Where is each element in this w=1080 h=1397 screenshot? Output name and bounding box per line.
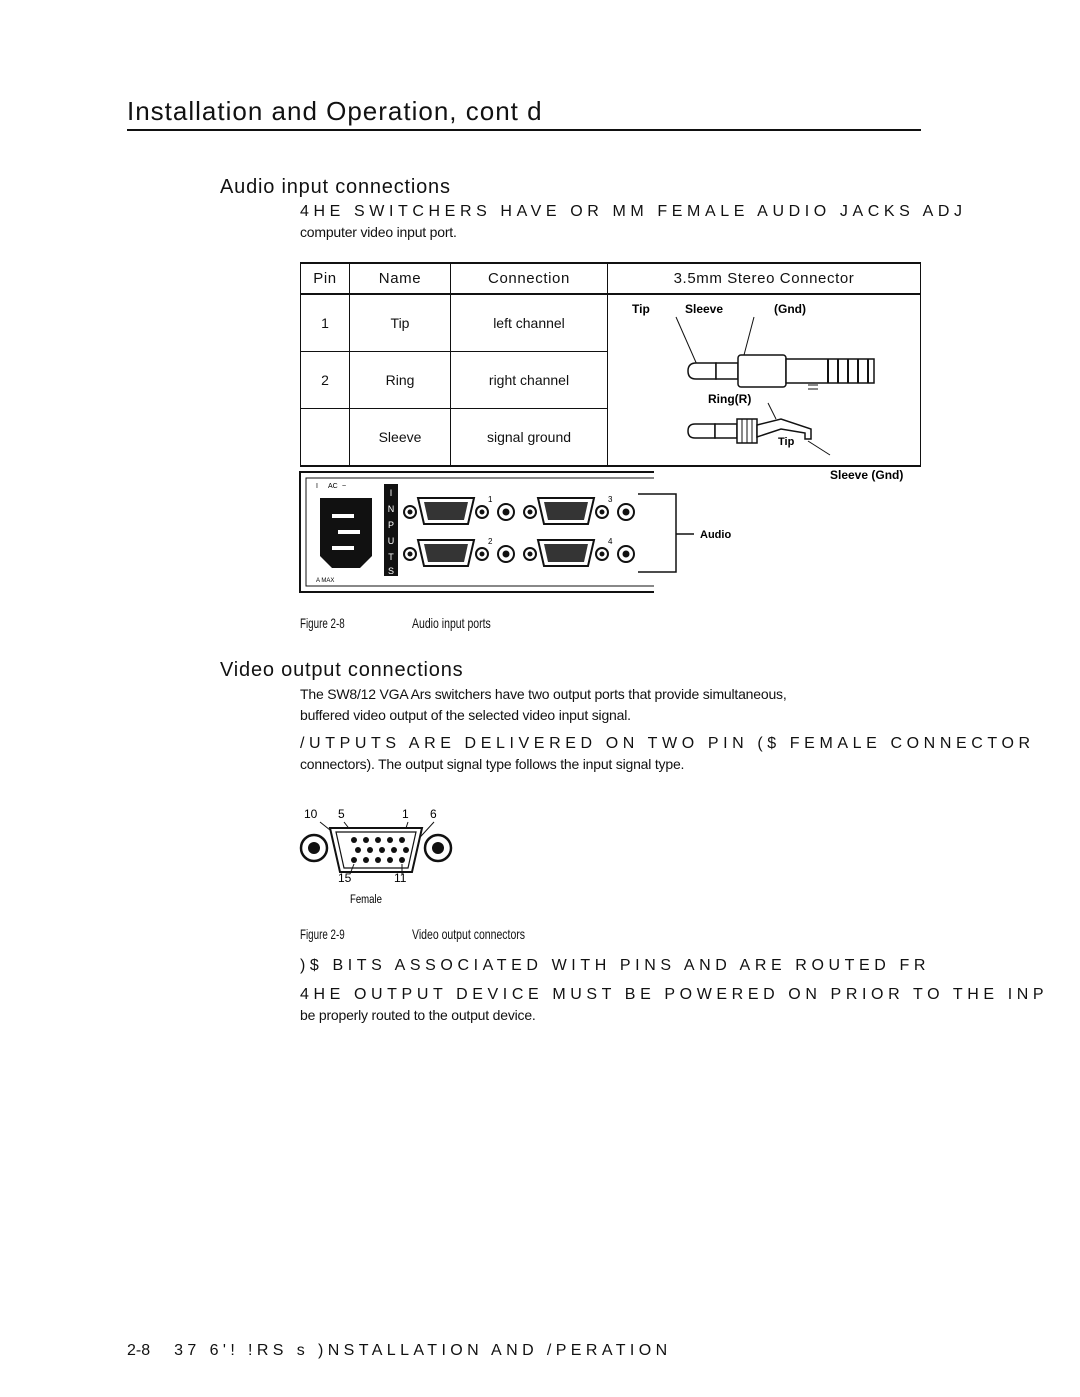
connection-cell: right channel — [451, 352, 608, 409]
col-connection: Connection — [451, 263, 608, 294]
port-number-3: 3 — [608, 495, 613, 504]
video-note-2-line1: 4HE OUTPUT DEVICE MUST BE POWERED ON PRIOR TO THE INP — [300, 986, 1049, 1003]
pin-label: 5 — [338, 807, 345, 821]
pin-label: 10 — [304, 807, 318, 821]
plug-ground-label: (Gnd) — [774, 302, 806, 316]
audio-callout-label: Audio — [700, 529, 732, 541]
video-heading: Video output connections — [220, 659, 464, 681]
col-name: Name — [350, 263, 451, 294]
plug-tip-label: Tip — [632, 302, 650, 316]
col-connector: 3.5mm Stereo Connector — [608, 263, 921, 294]
inputs-letter: N — [387, 504, 395, 514]
name-cell: Tip — [350, 294, 451, 352]
pin-cell — [301, 409, 350, 467]
connection-cell: left channel — [451, 294, 608, 352]
figure-caption-2-9 — [300, 926, 526, 942]
port-number-2: 2 — [488, 537, 493, 546]
pin-label: 15 — [338, 871, 352, 885]
inputs-letter: T — [388, 552, 394, 562]
inputs-letter: S — [387, 566, 395, 576]
panel-label-power: I — [316, 483, 318, 490]
plug-tip2-label: Tip — [778, 436, 795, 448]
video-para1-line2: buffered video output of the selected video input signal. — [300, 707, 631, 723]
plug-sleeve-gnd-label: Sleeve (Gnd) — [830, 468, 904, 482]
footer-text: 37 6'! !RS s )NSTALLATION AND /PERATION — [174, 1342, 672, 1359]
connector-gender-label: Female — [350, 893, 382, 907]
audio-line-2: computer video input port. — [300, 224, 457, 240]
page-number: 2-8 — [127, 1342, 151, 1359]
video-para2-line2: connectors). The output signal type follows the input signal type. — [300, 756, 685, 772]
rear-panel-drawing — [298, 468, 732, 594]
name-cell: Ring — [350, 352, 451, 409]
audio-line-1: 4HE SWITCHERS HAVE OR MM FEMALE AUDIO JACKS ADJ — [300, 203, 967, 220]
name-cell: Sleeve — [350, 409, 451, 467]
page-title: Installation and Operation, cont d — [127, 96, 543, 126]
table-header-row — [301, 263, 921, 294]
video-note-2-line2: be properly routed to the output device. — [300, 1007, 536, 1023]
col-pin: Pin — [301, 263, 350, 294]
panel-max-label: A MAX — [316, 578, 335, 584]
pin-cell: 1 — [301, 294, 350, 352]
figure-caption-2-8 — [300, 615, 491, 631]
port-number-4: 4 — [608, 537, 613, 546]
audio-pin-table — [300, 262, 921, 482]
pin-label: 1 — [402, 807, 409, 821]
pin-label: 6 — [430, 807, 437, 821]
pin-label: 11 — [394, 871, 407, 885]
inputs-letter: P — [387, 520, 395, 530]
video-note-1: )$ BITS ASSOCIATED WITH PINS AND ARE ROUTED FR — [300, 957, 931, 974]
plug-ring-label: Ring(R) — [708, 392, 752, 406]
video-para1-line1: The SW8/12 VGA Ars switchers have two output ports that provide simultaneous, — [300, 686, 787, 702]
port-number-1: 1 — [488, 495, 493, 504]
stereo-plug-drawing — [608, 295, 926, 482]
title-rule — [127, 129, 921, 131]
connection-cell: signal ground — [451, 409, 608, 467]
pin-cell: 2 — [301, 352, 350, 409]
plug-sleeve-label: Sleeve — [685, 302, 724, 316]
caption-text: Video output connectors — [412, 926, 526, 942]
inputs-letter: I — [389, 488, 393, 498]
panel-label-ac: AC — [328, 483, 338, 490]
stereo-connector-diagram — [608, 294, 921, 482]
video-para2-line1: /UTPUTS ARE DELIVERED ON TWO PIN ($ FEMALE CONNECTOR — [300, 735, 1035, 752]
table-row — [301, 294, 921, 352]
caption-text: Audio input ports — [412, 615, 491, 631]
panel-label-tilde: ~ — [342, 483, 347, 490]
page-footer — [127, 1342, 672, 1360]
hd15-connector-drawing — [298, 802, 458, 908]
caption-number: Figure 2-9 — [300, 926, 345, 942]
audio-heading: Audio input connections — [220, 176, 451, 198]
inputs-letter: U — [387, 536, 395, 546]
caption-number: Figure 2-8 — [300, 615, 345, 631]
